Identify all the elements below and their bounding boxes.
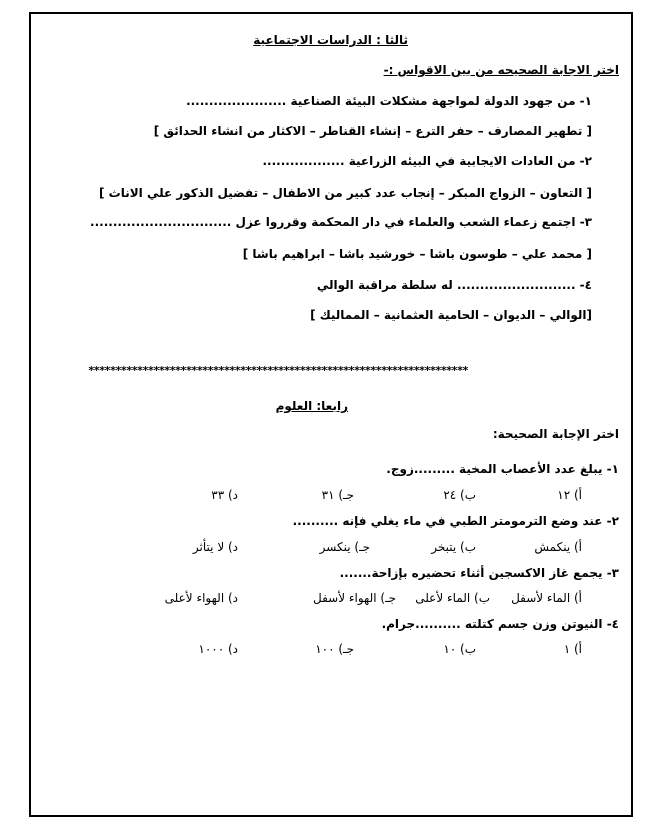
- q3-option-b: ب) الماء لأعلى: [415, 591, 490, 605]
- q2-option-b: ب) يتبخر: [431, 540, 476, 554]
- social-question-1: ١- من جهود الدولة لمواجهة مشكلات البيئة الصناعية ......................: [186, 94, 592, 108]
- social-choices-4: [الوالي – الديوان – الحامية العثمانية – المماليك ]: [310, 308, 592, 322]
- social-question-3: ٣- اجتمع زعماء الشعب والعلماء في دار المحكمة وقرروا عزل ...............................: [90, 215, 592, 229]
- q4-option-d: د) ١٠٠٠: [198, 642, 238, 656]
- social-choices-1: [ تطهير المصارف – حفر الترع – إنشاء القناطر – الاكثار من انشاء الحدائق ]: [153, 124, 592, 138]
- q3-option-d: د) الهواء لأعلى: [164, 591, 238, 605]
- social-instruction: اختر الاجابة الصحيحه من بين الاقواس :-: [383, 63, 619, 77]
- science-question-3: ٣- يجمع غاز الاكسجين أثناء تحضيره بإزاحة.......: [339, 566, 619, 580]
- q2-option-c: جـ) ينكسر: [319, 540, 370, 554]
- q2-option-a: أ) ينكمش: [534, 540, 582, 554]
- science-question-2: ٢- عند وضع الترمومتر الطبي في ماء يغلي فإنه ..........: [292, 514, 619, 528]
- social-question-4: ٤- .......................... له سلطة مراقبة الوالي: [316, 278, 592, 292]
- q1-option-d: د) ٣٣: [211, 488, 238, 502]
- q1-option-a: أ) ١٢: [557, 488, 582, 502]
- section-separator: **********************************************************************: [88, 364, 468, 377]
- q3-option-c: جـ) الهواء لأسفل: [313, 591, 396, 605]
- science-question-1: ١- يبلغ عدد الأعصاب المخية .........زوج.: [386, 462, 619, 476]
- q4-option-b: ب) ١٠: [443, 642, 476, 656]
- social-choices-3: [ محمد علي – طوسون باشا – خورشيد باشا – ابراهيم باشا ]: [242, 247, 592, 261]
- q1-option-c: جـ) ٣١: [321, 488, 354, 502]
- q4-option-a: أ) ١: [563, 642, 582, 656]
- q4-option-c: جـ) ١٠٠: [315, 642, 354, 656]
- social-heading: ثالثا : الدراسات الاجتماعية: [253, 33, 408, 47]
- social-question-2: ٢- من العادات الايجابية في البيئه الزراعية ..................: [262, 154, 592, 168]
- science-instruction: اختر الإجابة الصحيحة:: [492, 427, 619, 441]
- q2-option-d: د) لا يتأثر: [192, 540, 238, 554]
- social-choices-2: [ التعاون – الزواج المبكر – إنجاب عدد كبير من الاطفال – تفضيل الذكور علي الاناث ]: [98, 186, 592, 200]
- q3-option-a: أ) الماء لأسفل: [511, 591, 582, 605]
- science-heading: رابعا: العلوم: [275, 399, 348, 413]
- science-question-4: ٤- النيوتن وزن جسم كتلته ..........جرام.: [381, 617, 619, 631]
- q1-option-b: ب) ٢٤: [443, 488, 476, 502]
